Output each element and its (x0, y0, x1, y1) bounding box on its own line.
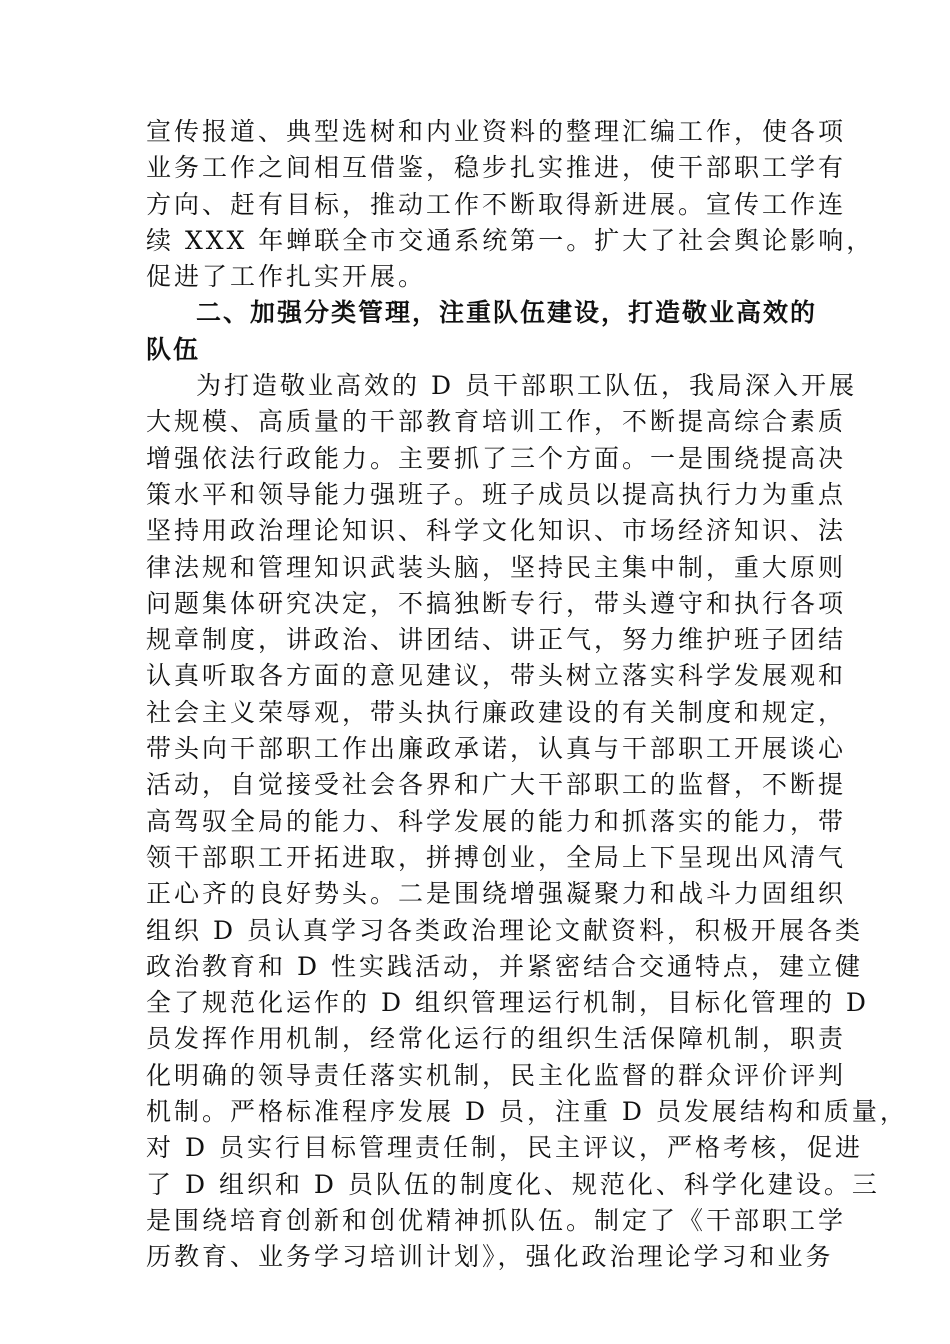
text-line: 续 XXX 年蝉联全市交通系统第一。扩大了社会舆论影响， (146, 225, 875, 255)
text-line: 政治教育和 D 性实践活动，并紧密结合交通特点，建立健 (146, 951, 863, 981)
text-line: 问题集体研究决定，不搞独断专行，带头遵守和执行各项 (146, 588, 847, 618)
text-line: 领干部职工开拓进取，拼搏创业，全局上下呈现出风清气 (146, 842, 847, 872)
section-heading (146, 295, 818, 368)
text-line: 正心齐的良好势头。二是围绕增强凝聚力和战斗力固组织 (146, 879, 847, 909)
text-line: 了 D 组织和 D 员队伍的制度化、规范化、科学化建设。三 (146, 1169, 880, 1199)
text-line: 业务工作之间相互借鉴，稳步扎实推进，使干部职工学有 (146, 153, 847, 183)
text-line: 认真听取各方面的意见建议，带头树立落实科学发展观和 (146, 661, 847, 691)
text-line: 宣传报道、典型选树和内业资料的整理汇编工作，使各项 (146, 117, 847, 146)
text-line: 为打造敬业高效的 D 员干部职工队伍，我局深入开展 (196, 371, 857, 401)
document-body (146, 114, 908, 1276)
text-line: 是围绕培育创新和创优精神抓队伍。制定了《干部职工学 (146, 1205, 847, 1235)
text-line: 社会主义荣辱观，带头执行廉政建设的有关制度和规定， (146, 697, 847, 727)
text-line: 促进了工作扎实开展。 (146, 262, 427, 292)
heading-line: 二、加强分类管理，注重队伍建设，打造敬业高效的 (196, 298, 818, 328)
text-line: 历教育、业务学习培训计划》，强化政治理论学习和业务 (146, 1242, 834, 1272)
text-line: 增强依法行政能力。主要抓了三个方面。一是围绕提高决 (146, 443, 847, 473)
intro-paragraph (146, 114, 875, 295)
text-line: 组织 D 员认真学习各类政治理论文献资料，积极开展各类 (146, 915, 863, 945)
text-line: 活动，自觉接受社会各界和广大干部职工的监督，不断提 (146, 770, 847, 800)
body-paragraph (146, 368, 908, 1275)
text-line: 规章制度，讲政治、讲团结、讲正气，努力维护班子团结 (146, 625, 847, 655)
text-line: 带头向干部职工作出廉政承诺，认真与干部职工开展谈心 (146, 734, 847, 764)
text-line: 高驾驭全局的能力、科学发展的能力和抓落实的能力，带 (146, 806, 847, 836)
text-line: 律法规和管理知识武装头脑，坚持民主集中制，重大原则 (146, 552, 847, 582)
text-line: 机制。严格标准程序发展 D 员，注重 D 员发展结构和质量， (146, 1097, 908, 1127)
text-line: 全了规范化运作的 D 组织管理运行机制，目标化管理的 D (146, 988, 869, 1018)
text-line: 员发挥作用机制，经常化运行的组织生活保障机制，职责 (146, 1024, 847, 1054)
text-line: 方向、赶有目标，推动工作不断取得新进展。宣传工作连 (146, 189, 847, 219)
text-line: 坚持用政治理论知识、科学文化知识、市场经济知识、法 (146, 516, 847, 546)
text-line: 大规模、高质量的干部教育培训工作，不断提高综合素质 (146, 407, 847, 437)
text-line: 化明确的领导责任落实机制，民主化监督的群众评价评判 (146, 1060, 847, 1090)
heading-line: 队伍 (146, 334, 201, 364)
text-line: 对 D 员实行目标管理责任制，民主评议，严格考核，促进 (146, 1133, 863, 1163)
text-line: 策水平和领导能力强班子。班子成员以提高执行力为重点 (146, 479, 847, 509)
